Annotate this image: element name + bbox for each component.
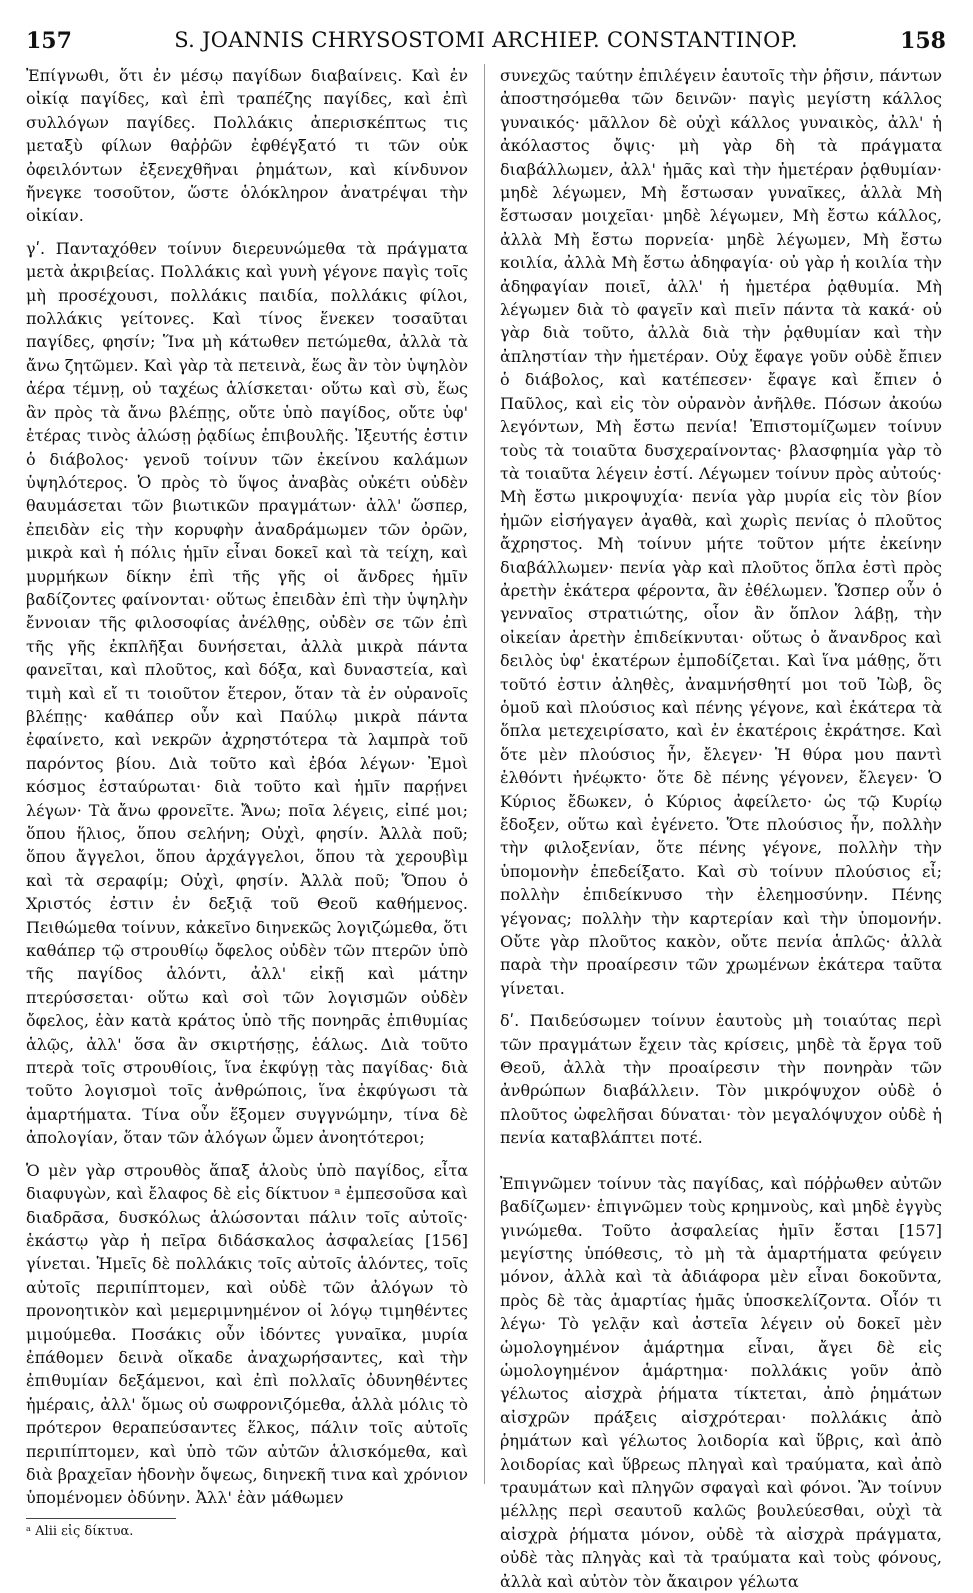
running-title: S. JOANNIS CHRYSOSTOMI ARCHIEP. CONSTANTINOP. (174, 28, 798, 52)
footnote-rule (26, 1518, 176, 1519)
paragraph: Ἐπίγνωθι, ὅτι ἐν μέσῳ παγίδων διαβαίνεις. Καὶ ἐν οἰκίᾳ παγίδες, καὶ ἐπὶ τραπέζης παγίδες, καὶ ἐπὶ συλλόγων παγίδες. Πολλάκις ἀπερισκέπτως τις μεταξὺ φίλων θαῤῥῶν ἐφθέγξατό τι τῶν οὐκ ὀφειλόντων ἐξενεχθῆναι ῥημάτων, καὶ κίνδυνον ἤνεγκε τοσοῦτον, ὥστε ὁλόκληρον ἀνατρέψαι τὴν οἰκίαν. (26, 66, 468, 226)
page-number-left: 157 (26, 28, 72, 54)
page-number-right: 158 (900, 28, 946, 54)
page-header (26, 28, 946, 58)
paragraph: Ὁ μὲν γὰρ στρουθὸς ἅπαξ ἁλοὺς ὑπὸ παγίδος, εἶτα διαφυγὼν, καὶ ἔλαφος δὲ εἰς δίκτυον ᵃ ἐμπεσοῦσα καὶ διαδρᾶσα, δυσκόλως ἁλώσονται πάλιν τοῖς αὐτοῖς· ἑκάστῳ γὰρ ἡ πεῖρα διδάσκαλος ἀσφαλείας [156] γίνεται. Ἡμεῖς δὲ πολλάκις τοῖς αὐτοῖς ἁλόντες, τοῖς αὐτοῖς περιπίπτομεν, καὶ οὐδὲ τῶν ἀλόγων τὸ προνοητικὸν καὶ μεμεριμνημένον οἱ λόγῳ τιμηθέντες μιμούμεθα. Ποσάκις οὖν ἰδόντες γυναῖκα, μυρία ἐπάθομεν δεινὰ οἴκαδε ἀναχωρήσαντες, καὶ τὴν ἐπιθυμίαν δεξάμενοι, καὶ ἐπὶ πολλαῖς ὀδυνηθέντες ἡμέραις, ἀλλ' ὅμως οὐ σωφρονιζόμεθα, ἀλλὰ μόλις τὸ πρότερον θεραπεύσαντες ἕλκος, πάλιν τοῖς αὐτοῖς περιπίπτομεν, καὶ ὑπὸ τῶν αὐτῶν ἁλισκόμεθα, καὶ διὰ βραχεῖαν ἡδονὴν ὄψεως, διηνεκῆ τινα καὶ χρόνιον ὑπομένομεν ὀδύνην. Ἀλλ' ἐὰν μάθωμεν (26, 1160, 468, 1508)
left-column (26, 64, 468, 1541)
right-column (500, 64, 942, 1593)
paragraph: συνεχῶς ταύτην ἐπιλέγειν ἑαυτοῖς τὴν ῥῆσιν, πάντων ἀποστησόμεθα τῶν δεινῶν· παγὶς μεγίστη κάλλος γυναικός· μᾶλλον δὲ οὐχὶ κάλλος γυναικὸς, ἀλλ' ἡ ἀκόλαστος ὄψις· μὴ γὰρ δὴ τὰ πράγματα διαβάλλωμεν, ἀλλ' ἡμᾶς καὶ τὴν ἡμετέραν ῥᾳθυμίαν· μηδὲ λέγωμεν, Μὴ ἔστωσαν γυναῖκες, ἀλλὰ Μὴ ἔστωσαν μοιχεῖαι· μηδὲ λέγωμεν, Μὴ ἔστω κάλλος, ἀλλὰ Μὴ ἔστω πορνεία· μηδὲ λέγωμεν, Μὴ ἔστω κοιλία, ἀλλὰ Μὴ ἔστω ἀδηφαγία· οὐ γὰρ ἡ κοιλία τὴν ἀδηφαγίαν ποιεῖ, ἀλλ' ἡ ἡμετέρα ῥᾳθυμία. Μὴ λέγωμεν διὰ τὸ φαγεῖν καὶ πιεῖν πάντα τὰ κακά· οὐ γὰρ διὰ τοῦτο, ἀλλὰ διὰ τὴν ῥᾳθυμίαν καὶ τὴν ἀπληστίαν τὴν ἡμετέραν. Οὐχ ἔφαγε γοῦν οὐδὲ ἔπιεν ὁ διάβολος, καὶ κατέπεσεν· ἔφαγε καὶ ἔπιεν ὁ Παῦλος, καὶ εἰς τὸν οὐρανὸν ἀνῆλθε. Πόσων ἀκούω λεγόντων, Μὴ ἔστω πενία! Ἐπιστομίζωμεν τοίνυν τοὺς τὰ τοιαῦτα δυσχεραίνοντας· βλασφημία γὰρ τὸ τὰ τοιαῦτα λέγειν ἐστί. Λέγωμεν τοίνυν πρὸς αὐτούς· Μὴ ἔστω μικροψυχία· πενία γὰρ μυρία εἰς τὸν βίον ἡμῶν εἰσήγαγεν ἀγαθὰ, καὶ χωρὶς πενίας ὁ πλοῦτος ἄχρηστος. Μὴ τοίνυν μήτε τοῦτον μήτε ἐκείνην διαβάλλωμεν· πενία γὰρ καὶ πλοῦτος ὅπλα ἐστὶ πρὸς ἀρετὴν ἑκάτερα φέροντα, ἂν ἐθέλωμεν. Ὥσπερ οὖν ὁ γενναῖος στρατιώτης, οἷον ἂν ὅπλον λάβῃ, τὴν οἰκείαν ἀρετὴν ἐπιδείκνυται· οὕτως ὁ ἄνανδρος καὶ δειλὸς ὑφ' ἑκατέρων ἐμποδίζεται. Καὶ ἵνα μάθῃς, ὅτι τοῦτό ἐστιν ἀληθὲς, ἀναμνήσθητί μοι τοῦ Ἰὼβ, ὃς ὁμοῦ καὶ πλούσιος καὶ πένης γέγονε, καὶ ἑκάτερα τὰ ὅπλα μετεχειρίσατο, καὶ ἐν ἑκατέροις ἐκράτησε. Καὶ ὅτε μὲν πλούσιος ἦν, ἔλεγεν· Ἡ θύρα μου παντὶ ἐλθόντι ἠνέῳκτο· ὅτε δὲ πένης γέγονεν, ἔλεγεν· Ὁ Κύριος ἔδωκεν, ὁ Κύριος ἀφείλετο· ὡς τῷ Κυρίῳ ἔδοξεν, οὕτω καὶ ἐγένετο. Ὅτε πλούσιος ἦν, πολλὴν τὴν φιλοξενίαν, ὅτε πένης γέγονε, πολλὴν τὴν ὑπομονὴν ἐπεδείξατο. Καὶ σὺ τοίνυν πλούσιος εἶ; πολλὴν ἐπιδείκνυσο τὴν ἐλεημοσύνην. Πένης γέγονας; πολλὴν τὴν καρτερίαν καὶ τὴν ὑπομονήν. Οὔτε γὰρ πλοῦτος κακὸν, οὔτε πενία ἁπλῶς· ἀλλὰ παρὰ τὴν προαίρεσιν τῶν χρωμένων ἑκάτερα ταῦτα γίνεται. (500, 66, 942, 998)
column-divider (484, 64, 485, 1484)
footnote: ᵃ Alii εἰς δίκτυα. (26, 1523, 134, 1539)
paragraph: γʹ. Πανταχόθεν τοίνυν διερευνώμεθα τὰ πράγματα μετὰ ἀκριβείας. Πολλάκις καὶ γυνὴ γέγονε παγὶς τοῖς μὴ προσέχουσι, πολλάκις παιδία, πολλάκις φίλοι, πολλάκις γείτονες. Καὶ τίνος ἕνεκεν τοσαῦται παγίδες, φησίν; Ἵνα μὴ κάτωθεν πετώμεθα, ἀλλὰ τὰ ἄνω ζητῶμεν. Καὶ γὰρ τὰ πετεινὰ, ἕως ἂν τὸν ὑψηλὸν ἀέρα τέμνῃ, οὐ ταχέως ἁλίσκεται· οὕτω καὶ σὺ, ἕως ἂν πρὸς τὰ ἄνω βλέπῃς, οὔτε ὑπὸ παγίδος, οὔτε ὑφ' ἑτέρας τινὸς ἁλώσῃ ῥᾳδίως ἐπιβουλῆς. Ἰξευτής ἐστιν ὁ διάβολος· γενοῦ τοίνυν τῶν ἐκείνου καλάμων ὑψηλότερος. Ὁ πρὸς τὸ ὕψος ἀναβὰς οὐκέτι οὐδὲν θαυμάσεται τῶν βιωτικῶν πραγμάτων· ἀλλ' ὥσπερ, ἐπειδὰν εἰς τὴν κορυφὴν ἀναδράμωμεν τῶν ὀρῶν, μικρὰ καὶ ἡ πόλις ἡμῖν εἶναι δοκεῖ καὶ τὰ τείχη, καὶ μυρμήκων δίκην ἐπὶ τῆς γῆς οἱ ἄνδρες ἡμῖν βαδίζοντες φαίνονται· οὕτως ἐπειδὰν ἐπὶ τὴν ὑψηλὴν ἔννοιαν τῆς φιλοσοφίας ἀνέλθῃς, οὐδὲν σε τῶν ἐπὶ τῆς γῆς ἐκπλῆξαι δυνήσεται, ἀλλὰ μικρὰ πάντα φανεῖται, καὶ πλοῦτος, καὶ δόξα, καὶ δυναστεία, καὶ τιμὴ καὶ εἴ τι τοιοῦτον ἕτερον, ὅταν τὰ ἐν οὐρανοῖς βλέπῃς· καθάπερ οὖν καὶ Παύλῳ μικρὰ πάντα ἐφαίνετο, καὶ νεκρῶν ἀχρηστότερα τὰ λαμπρὰ τοῦ παρόντος βίου. Διὰ τοῦτο καὶ ἐβόα λέγων· Ἐμοὶ κόσμος ἐσταύρωται· διὰ τοῦτο καὶ ἡμῖν παρῄνει λέγων· Τὰ ἄνω φρονεῖτε. Ἄνω; ποῖα λέγεις, εἰπέ μοι; ὅπου ἥλιος, ὅπου σελήνη; Οὐχὶ, φησίν. Ἀλλὰ ποῦ; ὅπου ἄγγελοι, ὅπου ἀρχάγγελοι, ὅπου τὰ χερουβὶμ καὶ τὰ σεραφίμ; Οὐχὶ, φησίν. Ἀλλὰ ποῦ; Ὅπου ὁ Χριστός ἐστιν ἐν δεξιᾷ τοῦ Θεοῦ καθήμενος. Πειθώμεθα τοίνυν, κἀκεῖνο διηνεκῶς λογιζώμεθα, ὅτι καθάπερ τῷ στρουθίῳ ὄφελος οὐδὲν τῶν πτερῶν ὑπὸ τῆς παγίδος ἁλόντι, ἀλλ' εἰκῇ καὶ μάτην πτερύσσεται· οὕτω καὶ σοὶ τῶν λογισμῶν οὐδὲν ὄφελος, ἐὰν κατὰ κράτος ὑπὸ τῆς πονηρᾶς ἐπιθυμίας ἁλῷς, ἀλλ' ὅσα ἂν σκιρτήσῃς, ἑάλως. Διὰ τοῦτο πτερὰ τοῖς στρουθίοις, ἵνα ἐκφύγῃ τὰς παγίδας· διὰ τοῦτο λογισμοὶ τοῖς ἀνθρώποις, ἵνα ἐκφύγωσι τὰ ἁμαρτήματα. Τίνα οὖν ἕξομεν συγγνώμην, τίνα δὲ ἀπολογίαν, ὅταν τῶν ἀλόγων ὦμεν ἀνοητότεροι; (26, 238, 468, 1148)
paragraph: δʹ. Παιδεύσωμεν τοίνυν ἑαυτοὺς μὴ τοιαύτας περὶ τῶν πραγμάτων ἔχειν τὰς κρίσεις, μηδὲ τὰ ἔργα τοῦ Θεοῦ, ἀλλὰ τὴν προαίρεσιν τὴν πονηρὰν τῶν ἀνθρώπων διαβάλλειν. Τὸν μικρόψυχον οὐδὲ ὁ πλοῦτος ὠφελῆσαι δύναται· τὸν μεγαλόψυχον οὐδὲ ἡ πενία καταβλάπτει ποτέ. (500, 1011, 942, 1148)
paragraph: Ἐπιγνῶμεν τοίνυν τὰς παγίδας, καὶ πόῤῥωθεν αὐτῶν βαδίζωμεν· ἐπιγνῶμεν τοὺς κρημνοὺς, καὶ μηδὲ ἐγγὺς γινώμεθα. Τοῦτο ἀσφαλείας ἡμῖν ἔσται [157] μεγίστης ὑπόθεσις, τὸ μὴ τὰ ἁμαρτήματα φεύγειν μόνον, ἀλλὰ καὶ τὰ ἀδιάφορα μὲν εἶναι δοκοῦντα, πρὸς δὲ τὰς ἁμαρτίας ἡμᾶς ὑποσκελίζοντα. Οἷόν τι λέγω· Τὸ γελᾷν καὶ ἀστεῖα λέγειν οὐ δοκεῖ μὲν ὡμολογημένον ἁμάρτημα εἶναι, ἄγει δὲ εἰς ὡμολογημένον ἁμάρτημα· πολλάκις γοῦν ἀπὸ γέλωτος αἰσχρὰ ῥήματα τίκτεται, ἀπὸ ῥημάτων αἰσχρῶν πράξεις αἰσχρότεραι· πολλάκις ἀπὸ ῥημάτων καὶ γέλωτος λοιδορία καὶ ὕβρις, καὶ ἀπὸ λοιδορίας καὶ ὕβρεως πληγαὶ καὶ τραύματα, καὶ ἀπὸ τραυμάτων καὶ πληγῶν σφαγαὶ καὶ φόνοι. Ἂν τοίνυν μέλλῃς περὶ σεαυτοῦ καλῶς βουλεύεσθαι, οὐχὶ τὰ αἰσχρὰ ῥήματα μόνον, οὐδὲ τὰ αἰσχρὰ πράγματα, οὐδὲ τὰς πληγὰς καὶ τὰ τραύματα καὶ τοὺς φόνους, ἀλλὰ καὶ αὐτὸν τὸν ἄκαιρον γέλωτα (500, 1173, 942, 1591)
